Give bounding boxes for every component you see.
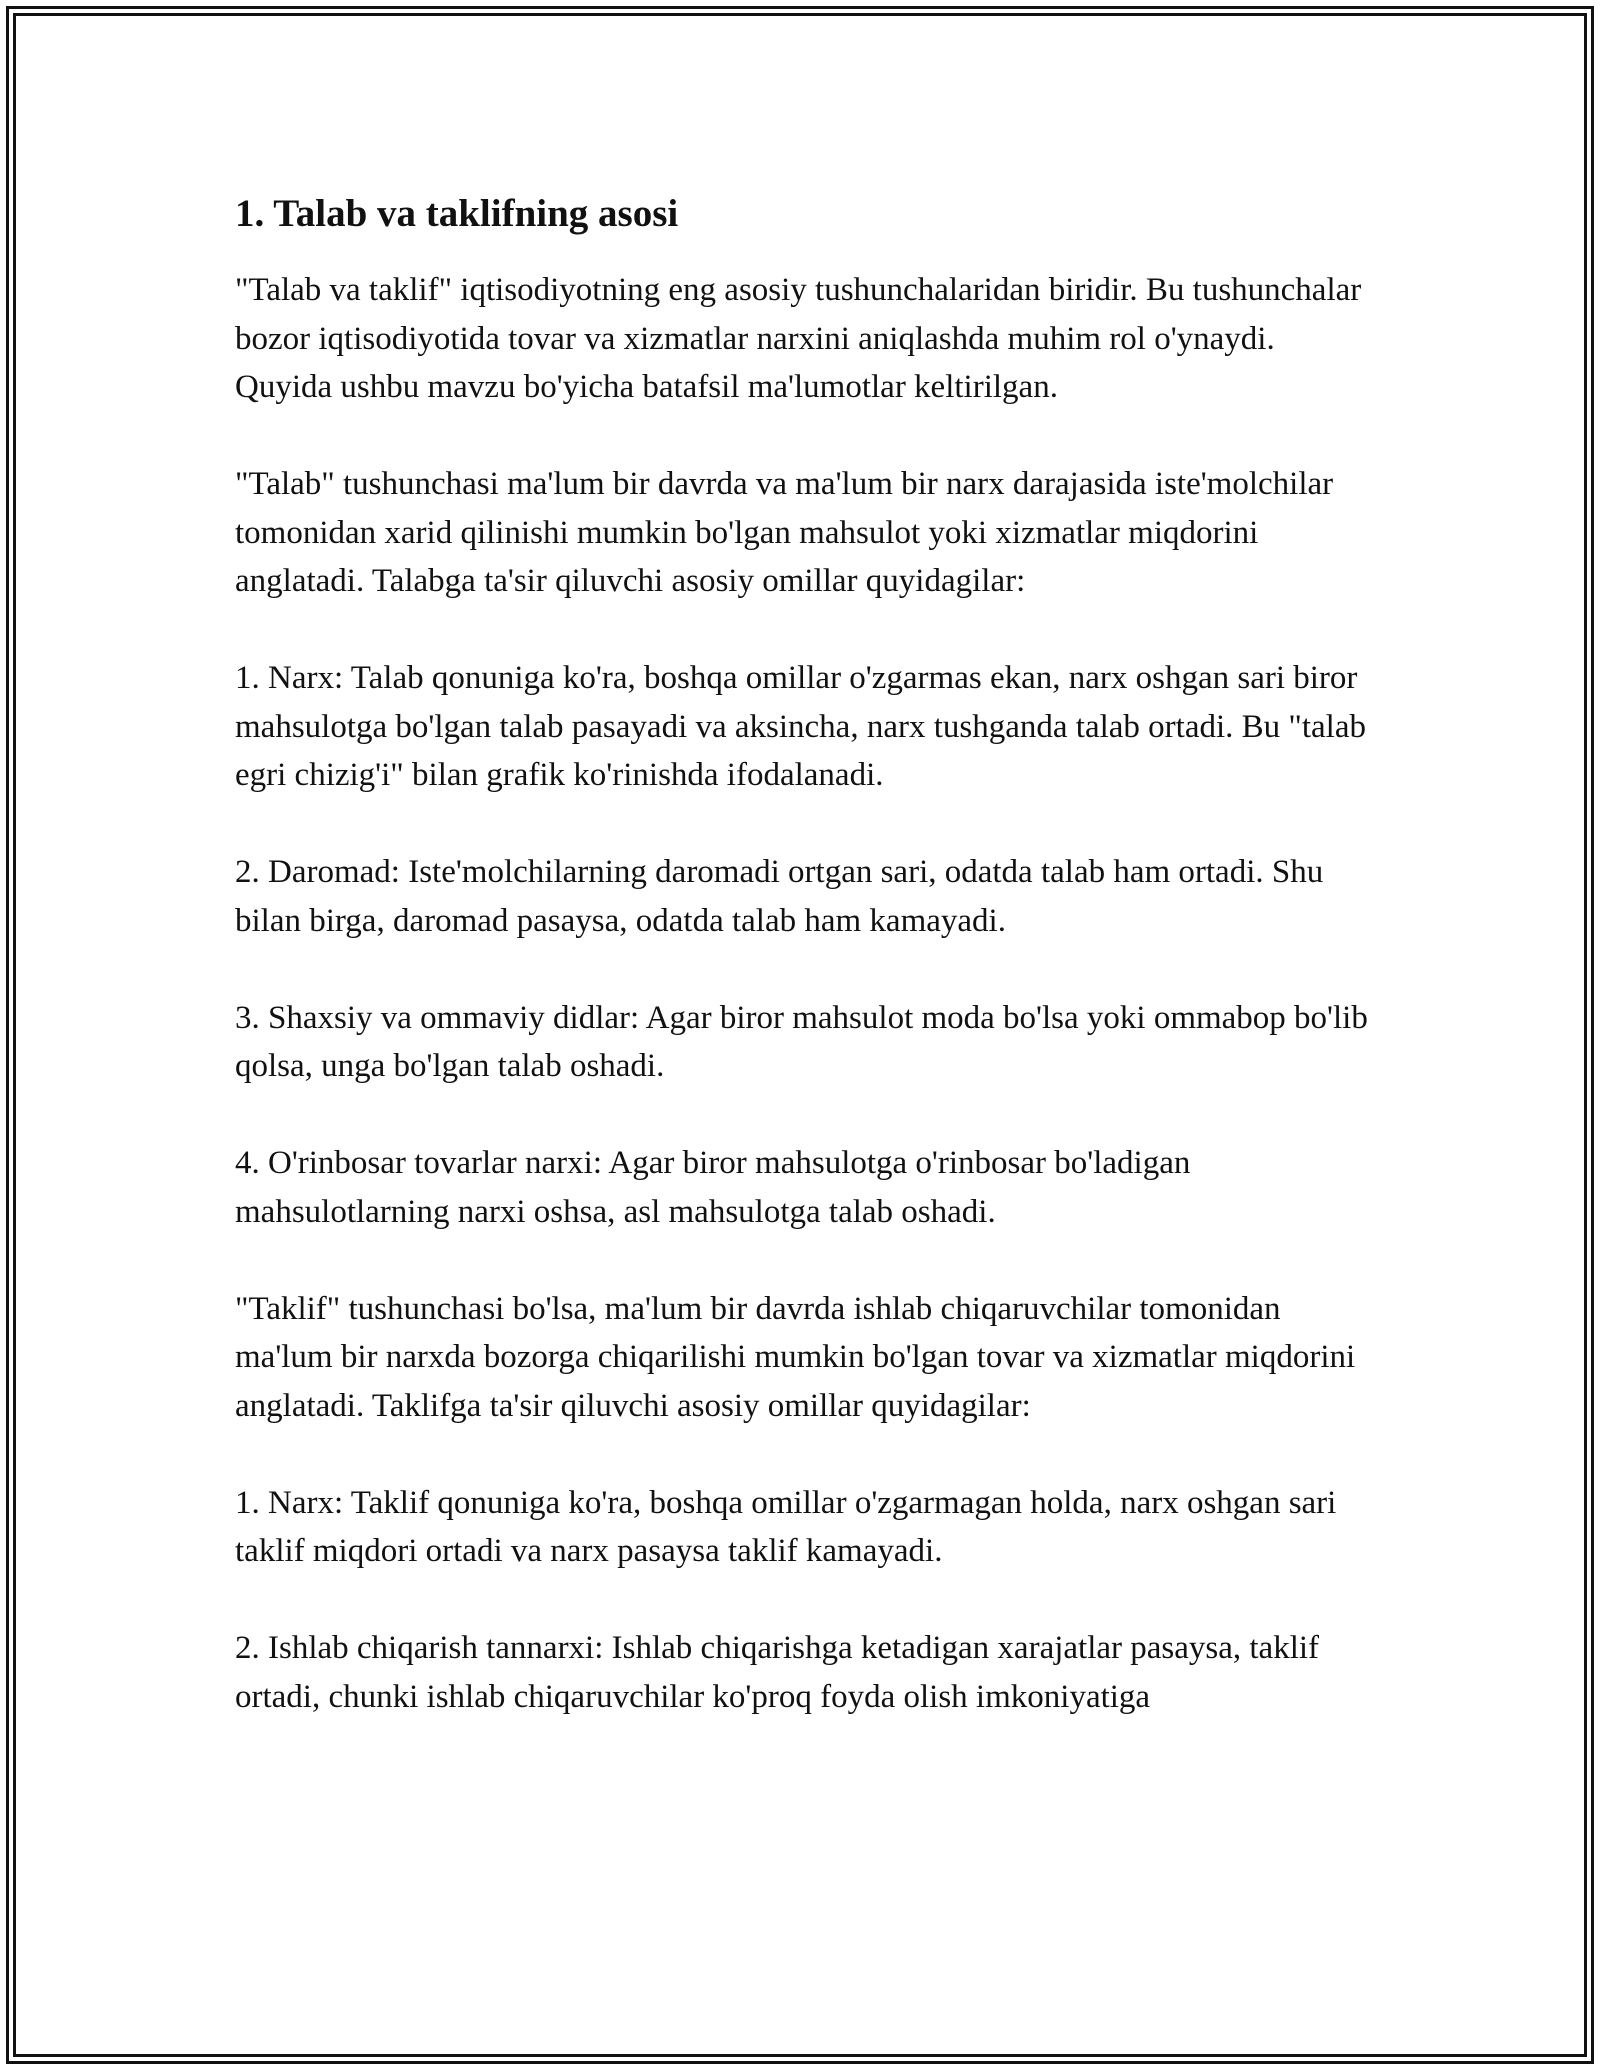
paragraph-demand-tastes: 3. Shaxsiy va ommaviy didlar: Agar biror mahsulot moda bo'lsa yoki ommabop bo'lib qolsa, unga bo'lgan talab oshadi. — [235, 999, 1368, 1084]
paragraph-supply-cost: 2. Ishlab chiqarish tannarxi: Ishlab chiqarishga ketadigan xarajatlar pasaysa, taklif ortadi, chunki ishlab chiqaruvchilar ko'proq foyda olish imkoniyatiga — [235, 1630, 1320, 1715]
paragraph-supply-definition: "Taklif" tushunchasi bo'lsa, ma'lum bir davrda ishlab chiqaruvchilar tomonidan ma'lum bir narxda bozorga chiqarilishi mumkin bo'lgan tovar va xizmatlar miqdorini anglatadi. Taklifga ta'sir qiluvchi asosiy omillar quyidagilar: — [235, 1290, 1356, 1424]
paragraph-demand-price: 1. Narx: Talab qonuniga ko'ra, boshqa omillar o'zgarmas ekan, narx oshgan sari biror mahsulotga bo'lgan talab pasayadi va aksincha, narx tushganda talab ortadi. Bu "talab egri chizig'i" bilan grafik ko'rinishda ifodalanadi. — [235, 660, 1366, 793]
section-heading: 1. Talab va taklifning asosi — [235, 192, 679, 235]
paragraph-demand-substitutes: 4. O'rinbosar tovarlar narxi: Agar biror mahsulotga o'rinbosar bo'ladigan mahsulotlarning narxi oshsa, asl mahsulotga talab oshadi. — [235, 1145, 1191, 1230]
paragraph-demand-definition: "Talab" tushunchasi ma'lum bir davrda va ma'lum bir narx darajasida iste'molchilar tomonidan xarid qilinishi mumkin bo'lgan mahsulot yoki xizmatlar miqdorini anglatadi. Talabga ta'sir qiluvchi asosiy omillar quyidagilar: — [235, 466, 1334, 599]
paragraph-demand-income: 2. Daromad: Iste'molchilarning daromadi ortgan sari, odatda talab ham ortadi. Shu bilan birga, daromad pasaysa, odatda talab ham kamayadi. — [235, 854, 1324, 939]
paragraph-intro: "Talab va taklif" iqtisodiyotning eng asosiy tushunchalaridan biridir. Bu tushunchalar bozor iqtisodiyotida tovar va xizmatlar narxini aniqlashda muhim rol o'ynaydi. Quyida ushbu mavzu bo'yicha batafsil ma'lumotlar keltirilgan. — [235, 272, 1362, 405]
document-body — [235, 190, 1375, 1721]
paragraph-supply-price: 1. Narx: Taklif qonuniga ko'ra, boshqa omillar o'zgarmagan holda, narx oshgan sari taklif miqdori ortadi va narx pasaysa taklif kamayadi. — [235, 1484, 1337, 1569]
